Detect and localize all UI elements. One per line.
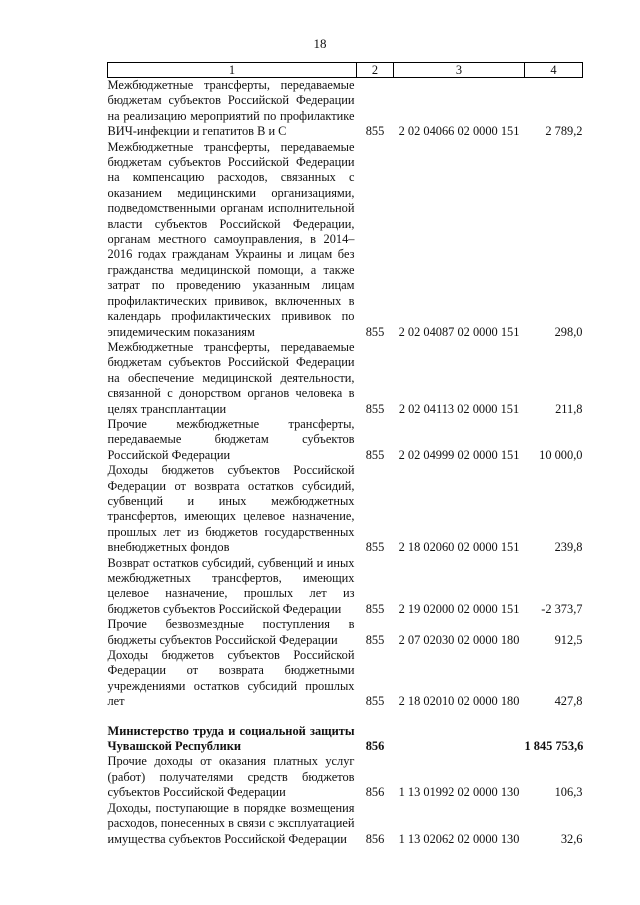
row-admin-code: 855 (365, 694, 385, 709)
row-admin-code: 855 (365, 632, 385, 647)
row-name: Прочие доходы от оказания платных услуг (работ) получателями средств бюджетов субъектов Российской Федерации (107, 754, 355, 800)
section-revenue-code (394, 724, 525, 755)
table-row (108, 78, 583, 140)
table-row (108, 417, 583, 463)
table-row (108, 617, 583, 648)
row-name: Прочие межбюджетные трансферты, передаваемые бюджетам субъектов Российской Федерации (107, 416, 355, 462)
row-name: Доходы бюджетов субъектов Российской Федерации от возврата бюджетными учреждениями остатков субсидий прошлых лет (107, 648, 355, 709)
table-header-row (108, 63, 583, 78)
column-header-code: 3 (394, 63, 525, 78)
row-revenue-code: 2 02 04999 02 0000 151 (398, 447, 520, 462)
table-row (108, 754, 583, 800)
table-row (108, 556, 583, 618)
row-amount: 298,0 (554, 324, 583, 339)
row-amount: 2 789,2 (545, 124, 583, 139)
section-spacer (108, 710, 583, 724)
row-admin-code: 855 (365, 124, 385, 139)
row-amount: 10 000,0 (539, 447, 583, 462)
column-header-admin: 2 (357, 63, 394, 78)
row-revenue-code: 2 18 02010 02 0000 180 (398, 694, 520, 709)
table-row (108, 340, 583, 417)
section-name: Министерство труда и социальной защиты Чувашской Республики (107, 723, 355, 754)
column-header-amount: 4 (525, 63, 583, 78)
row-amount: 211,8 (555, 401, 583, 416)
row-name: Межбюджетные трансферты, передаваемые бюджетам субъектов Российской Федерации на компенсацию расходов, связанных с оказанием медицинскими организациями, подведомственными органам исполнительной власти субъектов Российской Федерации, органам местного самоуправления, в 2014–2016 годах гражданам Украины и лицам без гражданства медицинской помощи, а также затрат по проведению указанным лицам профилактических прививок, включенных в календарь профилактических прививок по эпидемическим показаниям (107, 139, 355, 339)
row-name: Доходы, поступающие в порядке возмещения расходов, понесенных в связи с эксплуатацией имущества субъектов Российской Федерации (107, 800, 355, 846)
row-admin-code: 855 (365, 324, 385, 339)
row-admin-code: 855 (365, 401, 385, 416)
row-name: Межбюджетные трансферты, передаваемые бюджетам субъектов Российской Федерации на реализацию мероприятий по профилактике ВИЧ-инфекции и гепатитов В и С (107, 78, 355, 139)
row-amount: 32,6 (560, 831, 583, 846)
row-admin-code: 855 (365, 540, 385, 555)
row-amount: -2 373,7 (541, 601, 583, 616)
row-amount: 106,3 (554, 785, 583, 800)
row-amount: 912,5 (554, 632, 583, 647)
table-row (108, 801, 583, 847)
row-revenue-code: 2 02 04113 02 0000 151 (398, 401, 520, 416)
row-admin-code: 855 (365, 601, 385, 616)
row-admin-code: 856 (365, 785, 385, 800)
row-name: Возврат остатков субсидий, субвенций и иных межбюджетных трансфертов, имеющих целевое назначение, прошлых лет из бюджетов субъектов Российской Федерации (107, 555, 355, 616)
row-revenue-code: 1 13 01992 02 0000 130 (398, 785, 520, 800)
section-admin-code: 856 (365, 739, 385, 754)
column-header-name: 1 (108, 63, 357, 78)
row-revenue-code: 2 02 04066 02 0000 151 (398, 124, 520, 139)
row-revenue-code: 1 13 02062 02 0000 130 (398, 831, 520, 846)
table-row (108, 463, 583, 555)
row-revenue-code: 2 07 02030 02 0000 180 (398, 632, 520, 647)
table-row (108, 648, 583, 710)
page-number: 18 (313, 36, 327, 51)
row-admin-code: 855 (365, 447, 385, 462)
row-admin-code: 856 (365, 831, 385, 846)
row-amount: 427,8 (554, 694, 583, 709)
row-revenue-code: 2 18 02060 02 0000 151 (398, 540, 520, 555)
row-name: Доходы бюджетов субъектов Российской Федерации от возврата остатков субсидий, субвенций и иных межбюджетных трансфертов, имеющих целевое назначение, прошлых лет из бюджетов государственных внебюджетных фондов (107, 463, 355, 555)
table-row (108, 140, 583, 340)
section-header-row (108, 724, 583, 755)
section-amount: 1 845 753,6 (524, 739, 584, 754)
budget-revenue-table (107, 62, 583, 847)
row-amount: 239,8 (554, 540, 583, 555)
row-name: Межбюджетные трансферты, передаваемые бюджетам субъектов Российской Федерации на обеспечение медицинской деятельности, связанной с донорством органов человека в целях трансплантации (107, 339, 355, 416)
row-revenue-code: 2 02 04087 02 0000 151 (398, 324, 520, 339)
row-name: Прочие безвозмездные поступления в бюджеты субъектов Российской Федерации (107, 617, 355, 647)
row-revenue-code: 2 19 02000 02 0000 151 (398, 601, 520, 616)
